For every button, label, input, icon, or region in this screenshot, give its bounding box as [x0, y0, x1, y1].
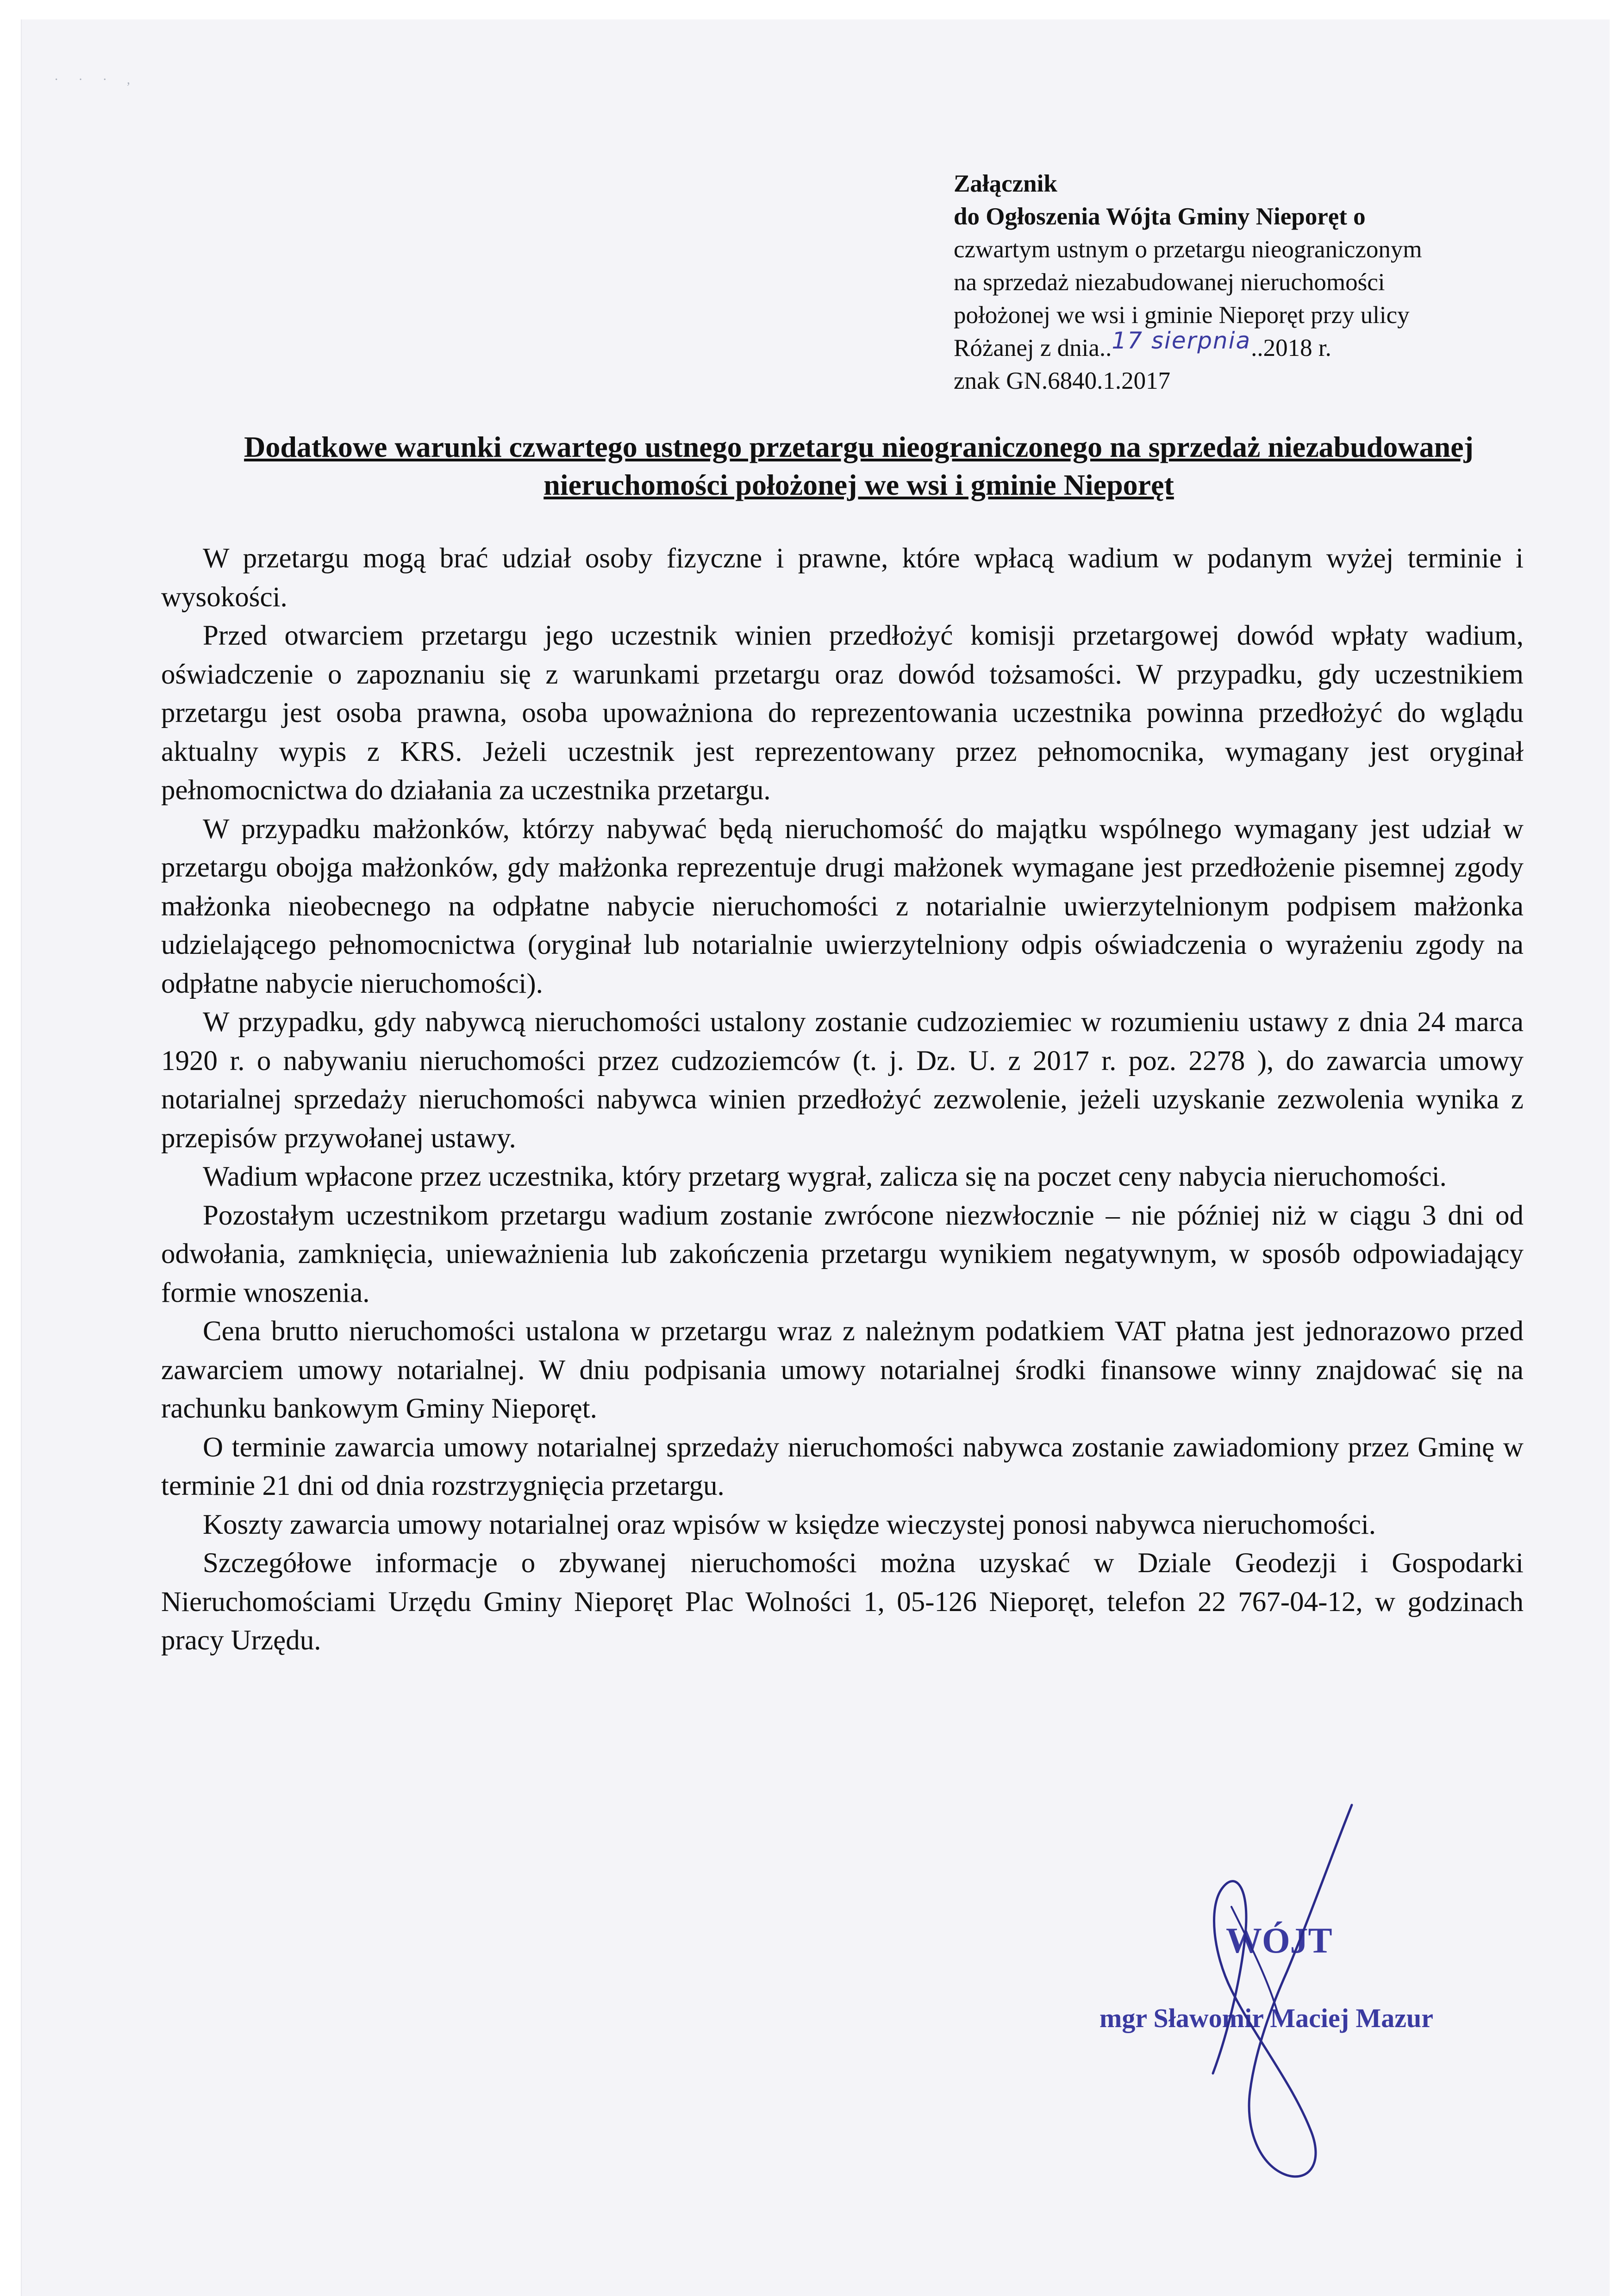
attachment-line: położonej we wsi i gminie Nieporęt przy ulicy [954, 302, 1410, 329]
handwritten-date: 17 sierpnia [1112, 327, 1251, 354]
attachment-header [954, 168, 1509, 398]
paragraph: Cena brutto nieruchomości ustalona w przetargu wraz z należnym podatkiem VAT płatna jest jednorazowo przed zawarciem umowy notarialnej. W dniu podpisania umowy notarialnej środki finansowe winny znajdować się na rachunku bankowym Gminy Nieporęt. [161, 1316, 1524, 1424]
attachment-line: czwartym ustnym o przetargu nieograniczonym [954, 236, 1422, 263]
paragraph: W przypadku małżonków, którzy nabywać będą nieruchomość do majątku wspólnego wymagany jest udział w przetargu obojga małżonków, gdy małżonka reprezentuje drugi małżonek wymagane jest przedłożenie pisemnej zgody małżonka nieobecnego na odpłatne nabycie nieruchomości z notarialnie uwierzytelnionym podpisem małżonka udzielającego pełnomocnictwa (oryginał lub notarialnie uwierzytelniony odpis oświadczenia o wyrażeniu zgody na odpłatne nabycie nieruchomości). [161, 813, 1524, 999]
paragraph: W przypadku, gdy nabywcą nieruchomości ustalony zostanie cudzoziemiec w rozumieniu ustawy z dnia 24 marca 1920 r. o nabywaniu nieruchomości przez cudzoziemców (t. j. Dz. U. z 2017 r. poz. 2278 ), do zawarcia umowy notarialnej sprzedaży nieruchomości nabywca winien przedłożyć zezwolenie, jeżeli uzyskanie zezwolenia wynika z przepisów przywołanej ustawy. [161, 1007, 1524, 1154]
paragraph: Pozostałym uczestnikom przetargu wadium zostanie zwrócone niezwłocznie – nie później niż w ciągu 3 dni od odwołania, zamknięcia, unieważnienia lub zakończenia przetargu wynikiem negatywnym, w sposób odpowiadający formie wnoszenia. [161, 1200, 1524, 1308]
attachment-date-line [954, 327, 1509, 365]
paragraph: Szczegółowe informacje o zbywanej nieruchomości można uzyskać w Dziale Geodezji i Gospodarki Nieruchomościami Urzędu Gminy Nieporęt Plac Wolności 1, 05-126 Nieporęt, telefon 22 767-04-12, w godzinach pracy Urzędu. [161, 1548, 1524, 1656]
case-number: znak GN.6840.1.2017 [954, 367, 1171, 394]
attachment-label: Załącznik [954, 170, 1057, 197]
stamp-name: mgr Sławomir Maciej Mazur [1099, 2003, 1434, 2033]
date-suffix: 2018 r. [1263, 335, 1331, 361]
document-title: Dodatkowe warunki czwartego ustnego przetargu nieograniczonego na sprzedaż niezabudowanej nieruchomości położonej we wsi i gminie Nieporęt [244, 430, 1474, 501]
dotted-fill: .. [1099, 335, 1112, 361]
paragraph: Przed otwarciem przetargu jego uczestnik winien przedłożyć komisji przetargowej dowód wpłaty wadium, oświadczenie o zapoznaniu się z warunkami przetargu oraz dowód tożsamości. W przypadku, gdy uczestnikiem przetargu jest osoba prawna, osoba upoważniona do reprezentowania uczestnika powinna przedłożyć do wglądu aktualny wypis z KRS. Jeżeli uczestnik jest reprezentowany przez pełnomocnika, wymagany jest oryginał pełnomocnictwa do działania za uczestnika przetargu. [161, 620, 1524, 806]
date-prefix: Różanej z dnia [954, 335, 1099, 361]
paragraph: O terminie zawarcia umowy notarialnej sprzedaży nieruchomości nabywca zostanie zawiadomiony przez Gminę w terminie 21 dni od dnia rozstrzygnięcia przetargu. [161, 1431, 1524, 1501]
scan-artifact: · · · , [54, 73, 138, 87]
document-body [161, 539, 1524, 1660]
attachment-line: na sprzedaż niezabudowanej nieruchomości [954, 269, 1385, 296]
handwritten-signature [1093, 1796, 1509, 2212]
paragraph: Koszty zawarcia umowy notarialnej oraz wpisów w księdze wieczystej ponosi nabywca nieruchomości. [203, 1509, 1376, 1540]
dotted-fill: .. [1251, 335, 1263, 361]
paragraph: W przetargu mogą brać udział osoby fizyczne i prawne, które wpłacą wadium w podanym wyżej terminie i wysokości. [161, 543, 1524, 613]
stamp-title: WÓJT [1226, 1920, 1332, 1960]
paragraph: Wadium wpłacone przez uczestnika, który przetarg wygrał, zalicza się na poczet ceny nabycia nieruchomości. [203, 1161, 1447, 1192]
attachment-reference: do Ogłoszenia Wójta Gminy Nieporęt o [954, 203, 1366, 230]
